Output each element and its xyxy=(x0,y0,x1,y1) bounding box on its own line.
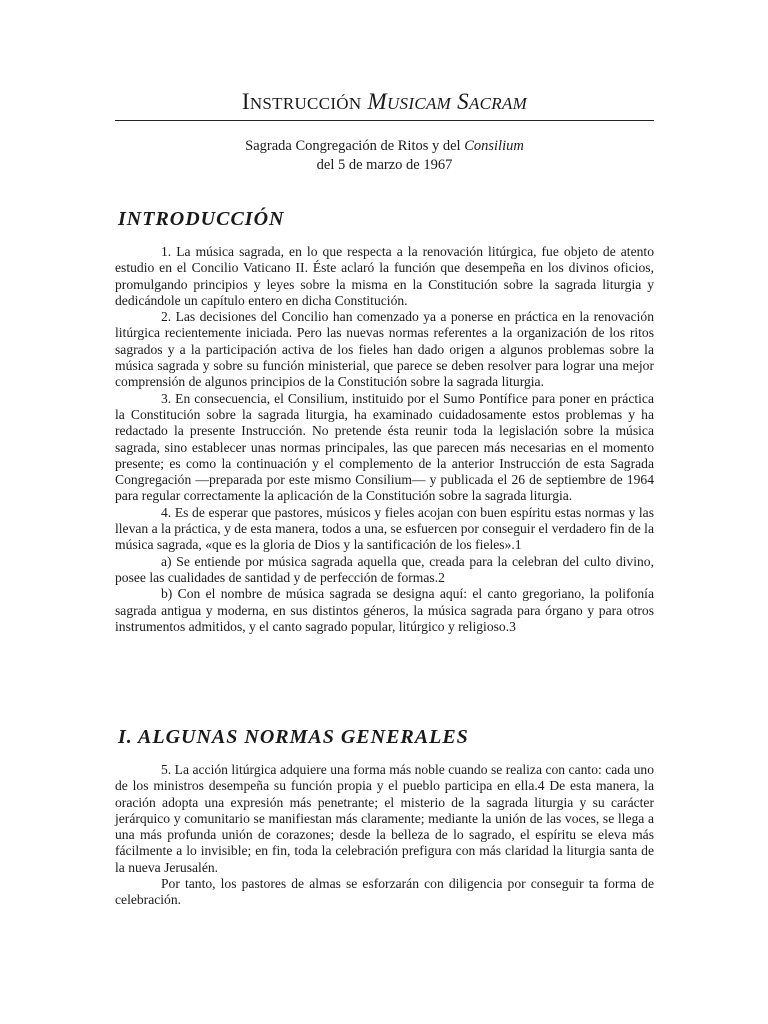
title-rest-2: USICAM xyxy=(386,94,452,113)
title-initial-2: M xyxy=(367,89,387,114)
normas-text xyxy=(115,762,654,909)
paragraph-2: 2. Las decisiones del Concilio han comenzado ya a ponerse en práctica en la renovación litúrgica recientemente iniciada. Pero las nuevas normas referentes a la organización de los ritos sagrados y a la participación activa de los fieles han dado origen a algunos problemas sobre la música sagrada y sobre su función ministerial, que parece se deben resolver para lograr una mejor comprensión de algunos principios de la Constitución sobre la sagrada liturgia. xyxy=(115,309,654,390)
paragraph-4a: a) Se entiende por música sagrada aquella que, creada para la celebran del culto divino, posee las cualidades de santidad y de perfección de formas.2 xyxy=(115,553,654,585)
section-heading-normas-generales: I. ALGUNAS NORMAS GENERALES xyxy=(118,726,469,748)
title-initial-3: S xyxy=(457,89,469,114)
subtitle-issuer: Sagrada Congregación de Ritos y del xyxy=(245,138,461,154)
title-divider xyxy=(115,120,654,121)
subtitle-consilium: Consilium xyxy=(464,138,524,154)
paragraph-1: 1. La música sagrada, en lo que respecta a la renovación litúrgica, fue objeto de atento estudio en el Concilio Vaticano II. Éste aclaró la función que desempeña en los divinos oficios, promulgando principios y leyes sobre la misma en la Constitución sobre la sagrada liturgia y dedicándole un capítulo entero en dicha Constitución. xyxy=(115,244,654,308)
paragraph-5-cont: Por tanto, los pastores de almas se esforzarán con diligencia por conseguir ta forma de celebración. xyxy=(115,876,654,908)
paragraph-3: 3. En consecuencia, el Consilium, instituido por el Sumo Pontífice para poner en práctica la Constitución sobre la sagrada liturgia, ha examinado cuidadosamente estos problemas y ha redactado la presente Instrucción. No pretende ésta reunir toda la legislación sobre la música sagrada, sino establecer unas normas principales, las que parecen más necesarias en el momento presente; es como la continuación y el complemento de la anterior Instrucción de esta Sagrada Congregación —preparada por este mismo Consilium— y publicada el 26 de septiembre de 1964 para regular correctamente la aplicación de la Constitución sobre la sagrada liturgia. xyxy=(115,390,654,504)
paragraph-4b: b) Con el nombre de música sagrada se designa aquí: el canto gregoriano, la polifonía sagrada antigua y moderna, en sus distintos géneros, la música sagrada para órgano y para otros instrumentos admitidos, y el canto sagrado popular, litúrgico y religioso.3 xyxy=(115,586,654,634)
intro-text xyxy=(115,244,654,635)
document-title xyxy=(115,88,654,118)
title-rest-3: ACRAM xyxy=(468,94,528,113)
paragraph-4: 4. Es de esperar que pastores, músicos y fieles acojan con buen espíritu estas normas y las llevan a la práctica, y de esta manera, todos a una, se esfuercen por conseguir el verdadero fin de la música sagrada, «que es la gloria de Dios y la santificación de los fieles».1 xyxy=(115,504,654,553)
title-initial-1: I xyxy=(241,89,250,114)
section-heading-introduccion: INTRODUCCIÓN xyxy=(118,208,285,230)
subtitle-date: del 5 de marzo de 1967 xyxy=(316,157,453,173)
subtitle-line-1 xyxy=(115,137,654,156)
paragraph-5: 5. La acción litúrgica adquiere una forma más noble cuando se realiza con canto: cada uno de los ministros desempeña su función propia y el pueblo participa en ella.4 De esta manera, la oración adopta una expresión más penetrante; el misterio de la sagrada liturgia y su carácter jerárquico y comunitario se manifiestan más claramente; mediante la unión de las voces, se llega a una más profunda unión de corazones; desde la belleza de lo sagrado, el espíritu se eleva más fácilmente a lo invisible; en fin, toda la celebración prefigura con más claridad la liturgia santa de la nueva Jerusalén. xyxy=(115,762,654,875)
title-rest-1: NSTRUCCIÓN xyxy=(249,94,362,113)
document-subtitle xyxy=(115,137,654,175)
